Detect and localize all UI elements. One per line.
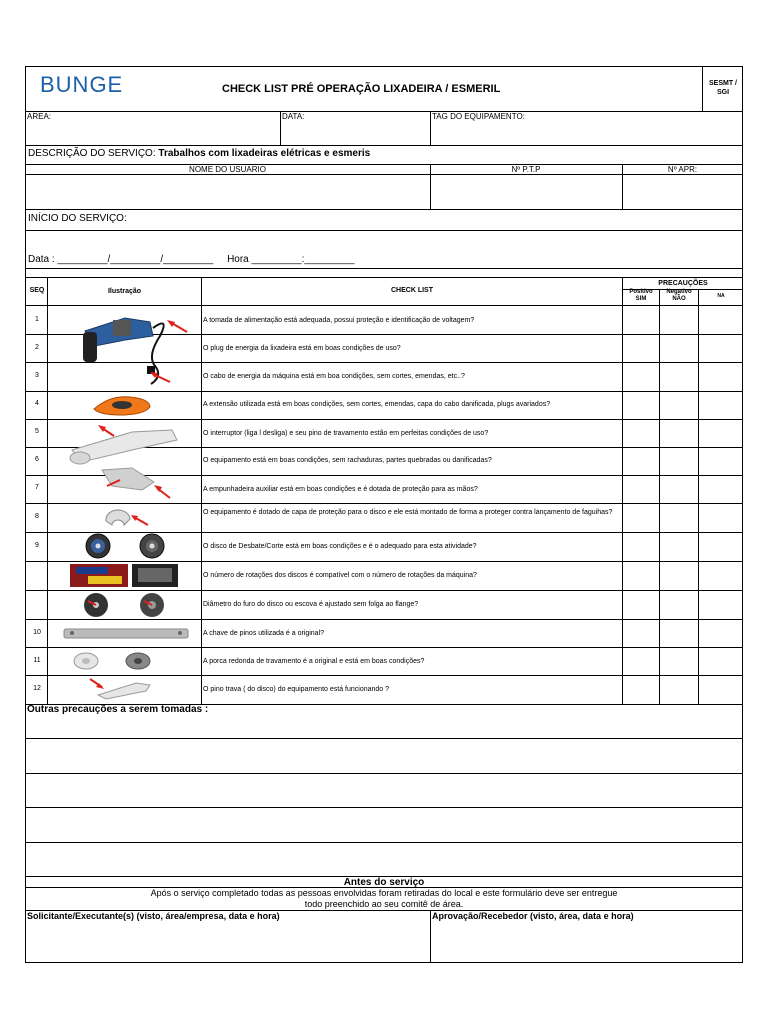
check-item-2: O plug de energia da lixadeira está em boas condições de uso? [203, 345, 401, 352]
bunge-logo: BUNGE [40, 72, 124, 97]
check-item-4: A extensão utilizada está em boas condições, sem cortes, emendas, capa do cabo danificada, plugs avariados? [203, 401, 551, 408]
checklist-header: CHECK LIST [391, 287, 433, 294]
code-line1: SESMT / [708, 80, 737, 87]
aprovacao-label: Aprovação/Recebedor (visto, área, data e hora) [432, 911, 634, 921]
disc-labels-illustration [68, 562, 180, 589]
check-item-1: A tomada de alimentação está adequada, possui proteção e identificação de voltagem? [203, 317, 475, 324]
check-item-8: O equipamento é dotado de capa de proteção para o disco e ele está montado de forma a proteger contra lançamento de faguihas? [203, 509, 613, 516]
apr-label: Nº APR: [667, 165, 698, 174]
precaucoes-header: PRECAUÇÕES [658, 280, 708, 287]
seq-4: 4 [35, 400, 39, 407]
pin-wrench-illustration [62, 624, 190, 642]
nome-usuario-label: NOME DO USUARIO [189, 165, 266, 174]
form-title: CHECK LIST PRÉ OPERAÇÃO LIXADEIRA / ESMERIL [222, 83, 501, 95]
sim-label: SIM [635, 296, 647, 302]
descricao-value: Trabalhos com lixadeiras elétricas e esmeris [158, 148, 371, 159]
check-item-9: O disco de Desbate/Corte está em boas condições e é o adequado para esta atividade? [203, 543, 477, 550]
grinder-parts-illustration [62, 420, 187, 502]
check-item-12: O pino trava ( do disco) do equipamento está funcionando ? [203, 686, 390, 693]
disc-bore-illustration [76, 591, 176, 618]
descricao [28, 148, 370, 159]
seq-5: 5 [35, 428, 39, 435]
check-item-9b: O número de rotações dos discos é compatível com o número de rotações da máquina? [203, 572, 477, 579]
data-hora-line: Data : _________/_________/_________ Hora _________:_________ [28, 254, 355, 265]
tag-label: TAG DO EQUIPAMENTO: [432, 112, 525, 121]
seq-2: 2 [35, 344, 39, 351]
apos-servico [25, 888, 743, 910]
negativo-header [660, 289, 698, 303]
extension-cord-illustration [90, 393, 154, 417]
disc-guard-illustration [100, 505, 152, 531]
check-item-9c: Diâmetro do furo do disco ou escova é ajustado sem folga ao flange? [203, 601, 419, 608]
code-line2: SGI [716, 89, 730, 96]
nao-label: NÃO [672, 296, 686, 302]
check-item-3: O cabo de energia da máquina está em boa condições, sem cortes, emendas, etc..? [203, 373, 465, 380]
check-item-10: A chave de pinos utilizada é a original? [203, 630, 325, 637]
positivo-header [623, 289, 659, 303]
check-item-7: A empunhadeira auxiliar está em boas condições e é dotada de proteção para as mãos? [203, 486, 478, 493]
positivo-label: Positivo [629, 289, 653, 295]
code-box [703, 79, 743, 97]
apos-line1: Após o serviço completado todas as pessoas envolvidas foram retiradas do local e este formulário deve ser entregue [150, 888, 618, 898]
ilustracao-header: Ilustração [107, 288, 142, 295]
seq-7: 7 [35, 484, 39, 491]
descricao-label: DESCRIÇÃO DO SERVIÇO: [28, 148, 156, 159]
disc-lock-pin-illustration [86, 677, 156, 701]
solicitante-label: Solicitante/Executante(s) (visto, área/empresa, data e hora) [27, 911, 280, 921]
seq-1: 1 [35, 316, 39, 323]
seq-12: 12 [33, 685, 41, 692]
ptp-label: Nº P.T.P [511, 165, 541, 174]
negativo-label: Negativo [666, 289, 692, 295]
outras-precaucoes: Outras precauções a serem tomadas : [27, 704, 209, 715]
check-item-11: A porca redonda de travamento é a original e está em boas condições? [203, 658, 425, 665]
check-item-6: O equipamento está em boas condições, sem rachaduras, partes quebradas ou danificadas? [203, 457, 492, 464]
seq-header: SEQ [29, 287, 45, 294]
angle-grinder-cord-illustration [55, 306, 195, 390]
area-label: AREA: [27, 112, 52, 121]
seq-9: 9 [35, 542, 39, 549]
seq-11: 11 [33, 657, 41, 664]
inicio-label: INÍCIO DO SERVIÇO: [28, 213, 127, 224]
lock-nut-illustration [70, 649, 160, 673]
cutting-discs-illustration [80, 533, 180, 560]
seq-10: 10 [33, 629, 41, 636]
check-item-5: O interruptor (liga l desliga) e seu pino de travamento estão em perfeitas condições de uso? [203, 430, 489, 437]
seq-3: 3 [35, 372, 39, 379]
seq-6: 6 [35, 456, 39, 463]
seq-8: 8 [35, 513, 39, 520]
na-header: NA [717, 293, 725, 299]
antes-servico: Antes do serviço [343, 877, 425, 888]
data-label: DATA: [282, 112, 305, 121]
apos-line2: todo preenchido ao seu comitê de área. [304, 899, 464, 909]
